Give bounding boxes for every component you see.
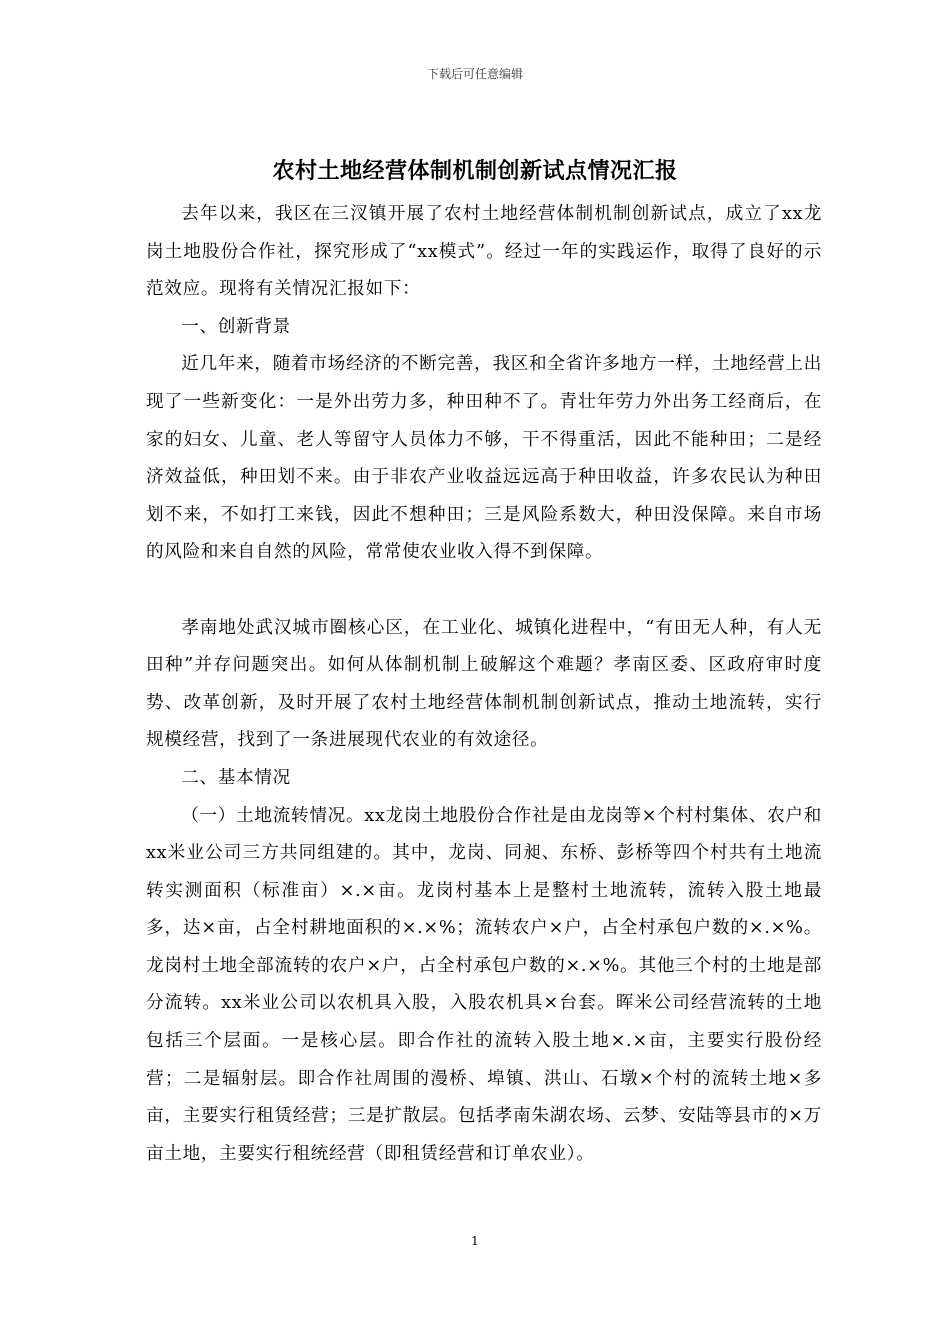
paragraph-intro: 去年以来，我区在三汊镇开展了农村土地经营体制机制创新试点，成立了xx龙岗土地股份合作社，探究形成了“xx模式”。经过一年的实践运作，取得了良好的示范效应。现将有关情况汇报如下： — [146, 204, 822, 300]
section-heading-background: 一、创新背景 — [181, 316, 291, 337]
section-heading-basic: 二、基本情况 — [181, 767, 291, 788]
header-note: 下载后可任意编辑 — [426, 67, 523, 81]
page-number: 1 — [471, 1234, 479, 1248]
document-title: 农村土地经营体制机制创新试点情况汇报 — [272, 158, 678, 184]
paragraph-land-transfer: （一）土地流转情况。xx龙岗土地股份合作社是由龙岗等×个村村集体、农户和xx米业公司三方共同组建的。其中，龙岗、同昶、东桥、彭桥等四个村共有土地流转实测面积（标准亩）×.×亩。龙岗村基本上是整村土地流转，流转入股土地最多，达×亩，占全村耕地面积的×.×%；流转农户×户，占全村承包户数的×.×%。龙岗村土地全部流转的农户×户，占全村承包户数的×.×%。其他三个村的土地是部分流转。xx米业公司以农机具入股，入股农机具×台套。晖米公司经营流转的土地包括三个层面。一是核心层。即合作社的流转入股土地×.×亩，主要实行股份经营；二是辐射层。即合作社周围的漫桥、埠镇、洪山、石墩×个村的流转土地×多亩，主要实行租赁经营；三是扩散层。包括孝南朱湖农场、云梦、安陆等县市的×万亩土地，主要实行租统经营（即租赁经营和订单农业）。 — [146, 805, 822, 1164]
document-body — [146, 196, 822, 1173]
paragraph-xiaonan: 孝南地处武汉城市圈核心区，在工业化、城镇化进程中，“有田无人种，有人无田种”并存问题突出。如何从体制机制上破解这个难题？孝南区委、区政府审时度势、改革创新，及时开展了农村土地经营体制机制创新试点，推动土地流转，实行规模经营，找到了一条进展现代农业的有效途径。 — [146, 617, 822, 751]
paragraph-background: 近几年来，随着市场经济的不断完善，我区和全省许多地方一样，土地经营上出现了一些新变化：一是外出劳力多，种田种不了。青壮年劳力外出务工经商后，在家的妇女、儿童、老人等留守人员体力不够，干不得重活，因此不能种田；二是经济效益低，种田划不来。由于非农产业收益远远高于种田收益，许多农民认为种田划不来，不如打工来钱，因此不想种田；三是风险系数大，种田没保障。来自市场的风险和来自自然的风险，常常使农业收入得不到保障。 — [146, 354, 822, 563]
